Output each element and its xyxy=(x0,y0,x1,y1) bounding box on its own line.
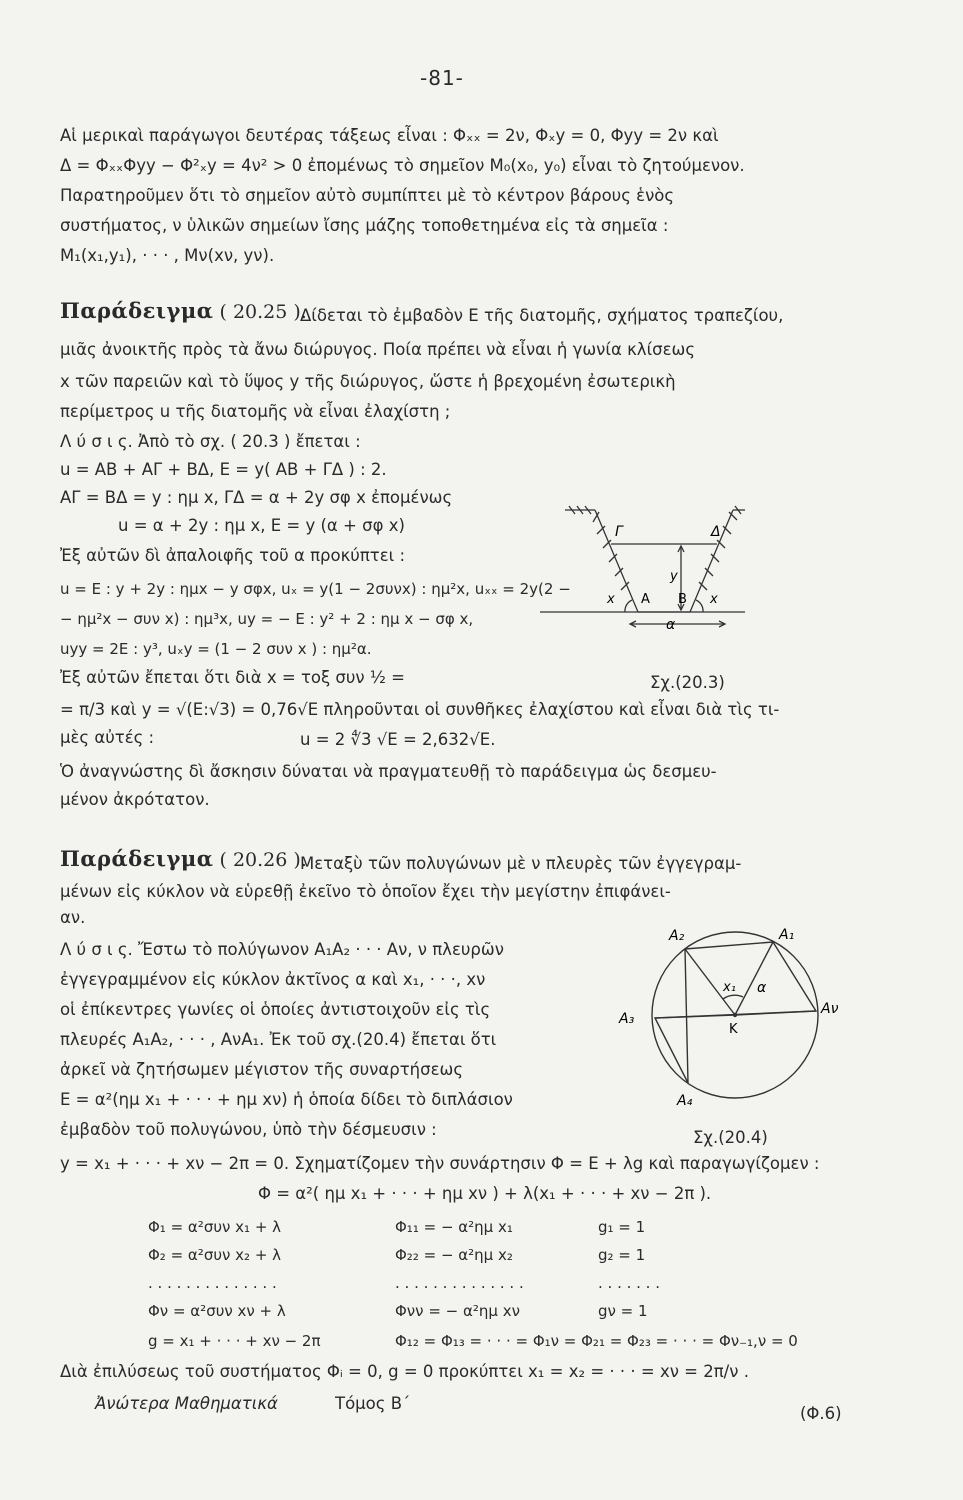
ex25-line-16: Ὁ ἀναγνώστης δὶ ἄσκησιν δύναται νὰ πραγματευθῇ τὸ παράδειγμα ὡς δεσμευ- xyxy=(60,762,717,781)
ex26-line-4: Λ ύ σ ι ς. Ἔστω τὸ πολύγωνον A₁A₂ · · · Aν, ν πλευρῶν xyxy=(60,940,504,959)
example-25-heading xyxy=(60,298,307,323)
ex25-line-9: Ἐξ αὐτῶν δὶ ἀπαλοιφῆς τοῦ α προκύπτει : xyxy=(60,546,406,565)
ex26-line-10: ἐμβαδὸν τοῦ πολυγώνου, ὑπὸ τὴν δέσμευσιν : xyxy=(60,1120,437,1139)
fig4-label-a2: A₂ xyxy=(669,928,685,944)
fig4-caption: Σχ.(20.4) xyxy=(693,1128,768,1147)
ex26-line-11: y = x₁ + · · · + xν − 2π = 0. Σχηματίζομεν τὴν συνάρτησιν Φ = E + λg καὶ παραγωγίζομεν : xyxy=(60,1154,820,1173)
ex26-line-8: ἀρκεῖ νὰ ζητήσωμεν μέγιστον τῆς συναρτήσεως xyxy=(60,1060,464,1079)
ex26-line-7: πλευρές A₁A₂, · · · , AνA₁. Ἐκ τοῦ σχ.(20.4) ἔπεται ὅτι xyxy=(60,1030,497,1049)
intro-line-3: Παρατηροῦμεν ὅτι τὸ σημεῖον αὐτὸ συμπίπτει μὲ τὸ κέντρον βάρους ἑνὸς xyxy=(60,186,675,205)
fig4-label-x1: x₁ xyxy=(723,980,736,995)
intro-line-2: Δ = ΦₓₓΦyy − Φ²ₓy = 4ν² > 0 ἐπομένως τὸ σημεῖον M₀(x₀, y₀) εἶναι τὸ ζητούμενον. xyxy=(60,156,745,175)
ex25-line-2: μιᾶς ἀνοικτῆς πρὸς τὰ ἄνω διώρυγος. Ποία πρέπει νὰ εἶναι ἡ γωνία κλίσεως xyxy=(60,340,696,359)
fig3-label-alpha: α xyxy=(666,617,676,633)
eq-c1-r3: . . . . . . . . . . . . . . xyxy=(148,1274,277,1292)
fig4-label-a4: A₄ xyxy=(677,1093,693,1109)
fig3-caption: Σχ.(20.3) xyxy=(650,673,725,692)
eq-c1-r2: Φ₂ = α²συν x₂ + λ xyxy=(148,1246,282,1264)
ex25-line-4: περίμετρος u τῆς διατομῆς νὰ εἶναι ἐλαχίστη ; xyxy=(60,402,451,421)
eq-c2-r2: Φ₂₂ = − α²ημ x₂ xyxy=(395,1246,513,1264)
ex26-line-2: μένων εἰς κύκλον νὰ εὑρεθῇ ἐκεῖνο τὸ ὁποῖον ἔχει τὴν μεγίστην ἐπιφάνει- xyxy=(60,882,671,901)
eq-c2-r1: Φ₁₁ = − α²ημ x₁ xyxy=(395,1218,513,1236)
fig3-label-x-left: x xyxy=(607,592,615,607)
fig3-label-gamma: Γ xyxy=(615,524,623,540)
eq-c3-r3: . . . . . . . xyxy=(598,1274,660,1292)
ex25-line-5: Λ ύ σ ι ς. Ἀπὸ τὸ σχ. ( 20.3 ) ἔπεται : xyxy=(60,432,361,451)
ex25-line-7: AΓ = BΔ = y : ημ x, ΓΔ = α + 2y σφ x ἐπομένως xyxy=(60,488,453,507)
fig3-label-y: y xyxy=(670,569,678,584)
intro-line-4: συστήματος, ν ὑλικῶν σημείων ἴσης μάζης τοποθετημένα εἰς τὰ σημεῖα : xyxy=(60,216,669,235)
ex25-line-15: μὲς αὐτές : xyxy=(60,728,155,747)
fig4-label-a3: A₃ xyxy=(619,1011,635,1027)
example-26-heading xyxy=(60,846,307,871)
intro-line-1: Αἱ μερικαὶ παράγωγοι δευτέρας τάξεως εἶναι : Φₓₓ = 2ν, Φₓy = 0, Φyy = 2ν καὶ xyxy=(60,126,719,145)
ex25-line-3: x τῶν παρειῶν καὶ τὸ ὕψος y τῆς διώρυγος, ὥστε ἡ βρεχομένη ἐσωτερικὴ xyxy=(60,372,676,391)
intro-line-5: M₁(x₁,y₁), · · · , Mν(xν, yν). xyxy=(60,246,275,265)
trapezoid-channel-figure xyxy=(535,500,750,640)
ex25-line-6: u = AB + AΓ + BΔ, E = y( AB + ΓΔ ) : 2. xyxy=(60,460,387,479)
eq-c1-r4: Φν = α²συν xν + λ xyxy=(148,1302,286,1320)
example-26-title: Παράδειγμα xyxy=(60,846,214,871)
ex25-line-1: Δίδεται τὸ ἐμβαδὸν E τῆς διατομῆς, σχήματος τραπεζίου, xyxy=(300,306,784,325)
ex26-line-1: Μεταξὺ τῶν πολυγώνων μὲ ν πλευρὲς τῶν ἐγγεγραμ- xyxy=(300,854,742,873)
eq-c3-r1: g₁ = 1 xyxy=(598,1218,646,1236)
fig3-label-x-right: x xyxy=(710,592,718,607)
example-25-number: ( 20.25 ). xyxy=(219,301,307,323)
ex25-line-14: = π/3 καὶ y = √(E:√3) = 0,76√E πληροῦνται οἱ συνθῆκες ἐλαχίστου καὶ εἶναι διὰ τὶς τι- xyxy=(60,700,780,719)
ex26-line-5: ἐγγεγραμμένον εἰς κύκλον ἀκτῖνος α καὶ x₁, · · ·, xν xyxy=(60,970,486,989)
inscribed-polygon-figure xyxy=(615,915,855,1125)
eq-c1-r1: Φ₁ = α²συν x₁ + λ xyxy=(148,1218,282,1236)
eq-c2-r3: . . . . . . . . . . . . . . xyxy=(395,1274,524,1292)
ex26-line-6: οἱ ἐπίκεντρες γωνίες οἱ ὁποίες ἀντιστοιχοῦν εἰς τὶς xyxy=(60,1000,491,1019)
fig4-label-k: K xyxy=(729,1022,738,1037)
eq-c2-r4: Φνν = − α²ημ xν xyxy=(395,1302,520,1320)
ex26-line-13: Διὰ ἐπιλύσεως τοῦ συστήματος Φᵢ = 0, g = 0 προκύπτει x₁ = x₂ = · · · = xν = 2π/ν . xyxy=(60,1362,749,1381)
eq-c1-r5: g = x₁ + · · · + xν − 2π xyxy=(148,1332,321,1350)
footer-equation-label: (Φ.6) xyxy=(800,1404,842,1423)
page-number: -81- xyxy=(420,66,464,90)
fig4-label-alpha: α xyxy=(757,980,767,996)
eq-c3-r2: g₂ = 1 xyxy=(598,1246,646,1264)
ex25-line-17: μένον ἀκρότατον. xyxy=(60,790,210,809)
fig3-label-a: A xyxy=(641,592,650,607)
ex25-line-10: u = E : y + 2y : ημx − y σφx, uₓ = y(1 − 2συνx) : ημ²x, uₓₓ = 2y(2 − xyxy=(60,580,571,598)
eq-c3-r4: gν = 1 xyxy=(598,1302,648,1320)
fig4-label-a1: A₁ xyxy=(779,927,795,943)
ex25-line-8: u = α + 2y : ημ x, E = y (α + σφ x) xyxy=(118,516,405,535)
ex25-line-13: Ἐξ αὐτῶν ἔπεται ὅτι διὰ x = τοξ συν ½ = xyxy=(60,668,405,687)
ex26-line-12: Φ = α²( ημ x₁ + · · · + ημ xν ) + λ(x₁ + · · · + xν − 2π ). xyxy=(258,1184,712,1203)
footer-volume: Τόμος Β΄ xyxy=(335,1394,411,1413)
eq-c2-r5: Φ₁₂ = Φ₁₃ = · · · = Φ₁ν = Φ₂₁ = Φ₂₃ = · · · = Φν₋₁,ν = 0 xyxy=(395,1332,798,1350)
ex26-line-9: E = α²(ημ x₁ + · · · + ημ xν) ἡ ὁποία δίδει τὸ διπλάσιον xyxy=(60,1090,513,1109)
example-26-number: ( 20.26 ). xyxy=(219,849,307,871)
footer-book-title: Ἀνώτερα Μαθηματικά xyxy=(95,1394,278,1413)
ex25-line-12: uyy = 2E : y³, uₓy = (1 − 2 συν x ) : ημ²α. xyxy=(60,640,372,658)
example-25-title: Παράδειγμα xyxy=(60,298,214,323)
ex25-result: u = 2 ∜3 √E = 2,632√E. xyxy=(300,730,496,749)
fig3-label-b: B xyxy=(678,592,687,607)
ex25-line-11: − ημ²x − συν x) : ημ³x, uy = − E : y² + 2 : ημ x − σφ x, xyxy=(60,610,474,628)
ex26-line-3: αν. xyxy=(60,908,86,927)
fig4-label-av: Aν xyxy=(821,1001,839,1017)
fig3-label-delta: Δ xyxy=(711,524,721,540)
